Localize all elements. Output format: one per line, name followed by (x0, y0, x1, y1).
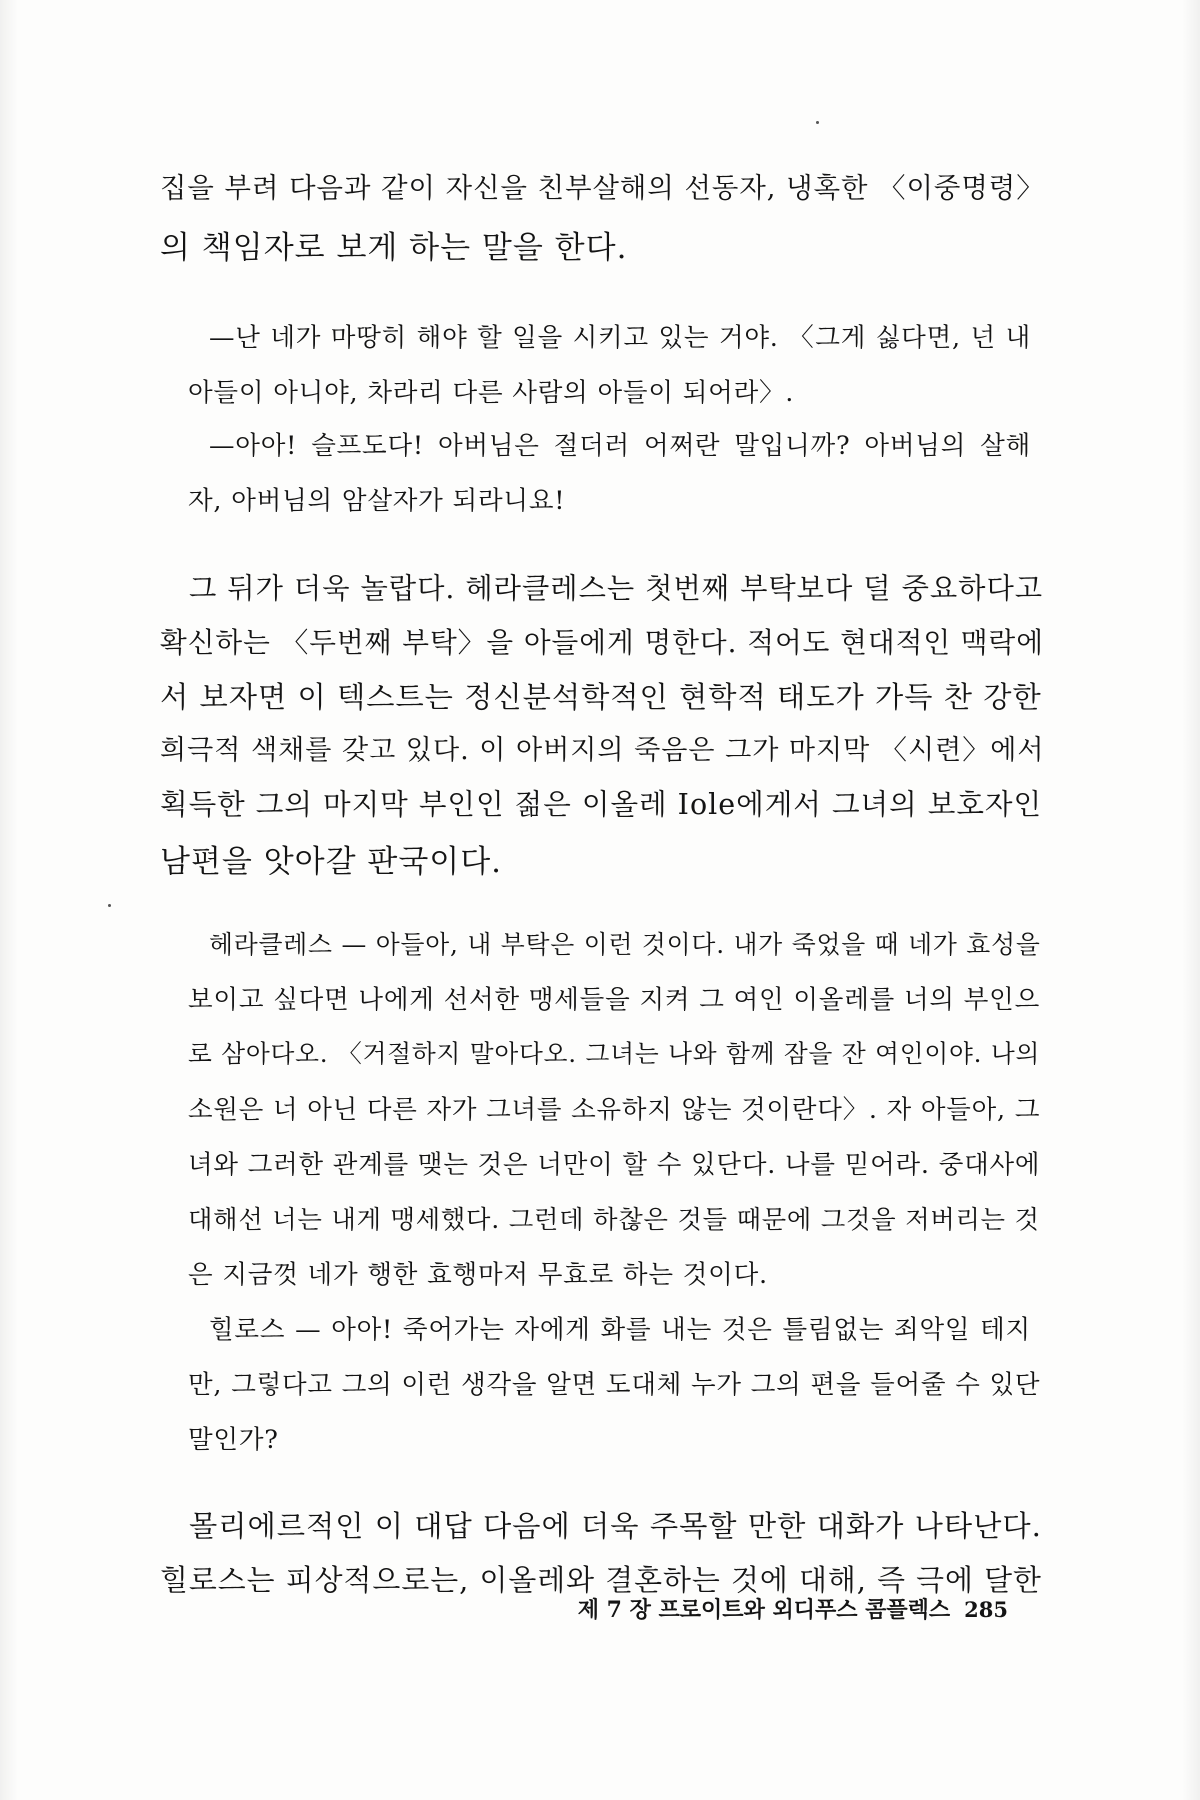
body-line: 남편을 앗아갈 판국이다. (160, 844, 503, 880)
quote-line: 헤라클레스 — 아들아, 내 부탁은 이런 것이다. 내가 죽었을 때 네가 효성을 (209, 930, 1041, 959)
body-line: 몰리에르적인 이 대답 다음에 더욱 주목할 만한 대화가 나타난다. (189, 1509, 1042, 1543)
scan-speck (816, 121, 819, 124)
body-line: 희극적 색채를 갖고 있다. 이 아버지의 죽음은 그가 마지막 〈시련〉에서 (160, 735, 1045, 766)
quote-line: —아아! 슬프도다! 아버님은 절더러 어쩌란 말입니까? 아버님의 살해 (209, 431, 1031, 461)
chapter-title: 제 7 장 프로이트와 외디푸스 콤플렉스 (577, 1597, 951, 1623)
scan-shadow-right (1182, 0, 1200, 1800)
quote-line: 말인가? (188, 1425, 279, 1455)
quote-line: 소원은 너 아닌 다른 자가 그녀를 소유하지 않는 것이란다〉. 자 아들아, 그 (188, 1094, 1041, 1124)
quote-line: 대해선 너는 내게 맹세했다. 그런데 하찮은 것들 때문에 그것을 저버리는 것 (188, 1205, 1040, 1234)
scan-speck (108, 904, 111, 907)
quote-line: —난 네가 마땅히 해야 할 일을 시키고 있는 거야. 〈그게 싫다면, 넌 내 (209, 323, 1031, 353)
body-line: 확신하는 〈두번째 부탁〉을 아들에게 명한다. 적어도 현대적인 맥락에 (160, 626, 1044, 659)
body-line: 의 책임자로 보게 하는 말을 한다. (160, 230, 628, 266)
body-line: 그 뒤가 더욱 놀랍다. 헤라클레스는 첫번째 부탁보다 덜 중요하다고 (189, 572, 1044, 605)
quote-line: 로 삼아다오. 〈거절하지 말아다오. 그녀는 나와 함께 잠을 잔 여인이야. 나의 (188, 1039, 1041, 1068)
running-footer (0, 1593, 1008, 1624)
quote-line: 힐로스 — 아아! 죽어가는 자에게 화를 내는 것은 틀림없는 죄악일 테지 (209, 1315, 1031, 1345)
quote-line: 녀와 그러한 관계를 맺는 것은 너만이 할 수 있단다. 나를 믿어라. 중대사에 (188, 1150, 1041, 1180)
scan-shadow-left (0, 0, 18, 1800)
quote-line: 아들이 아니야, 차라리 다른 사람의 아들이 되어라〉. (188, 378, 795, 408)
body-line: 집을 부려 다음과 같이 자신을 친부살해의 선동자, 냉혹한 〈이중명령〉 (160, 173, 1045, 204)
quote-line: 은 지금껏 네가 행한 효행마저 무효로 하는 것이다. (188, 1260, 768, 1290)
body-line: 서 보자면 이 텍스트는 정신분석학적인 현학적 태도가 가득 찬 강한 (160, 680, 1042, 714)
body-line: 획득한 그의 마지막 부인인 젊은 이올레 Iole에게서 그녀의 보호자인 (160, 787, 1043, 821)
body-line: 힐로스는 피상적으로는, 이올레와 결혼하는 것에 대해, 즉 극에 달한 (160, 1563, 1042, 1597)
quote-line: 자, 아버님의 암살자가 되라니요! (188, 486, 566, 516)
quote-line: 만, 그렇다고 그의 이런 생각을 알면 도대체 누가 그의 편을 들어줄 수 있단 (188, 1370, 1041, 1400)
page-number: 285 (964, 1597, 1008, 1622)
quote-line: 보이고 싶다면 나에게 선서한 맹세들을 지켜 그 여인 이올레를 너의 부인으 (188, 985, 1041, 1015)
